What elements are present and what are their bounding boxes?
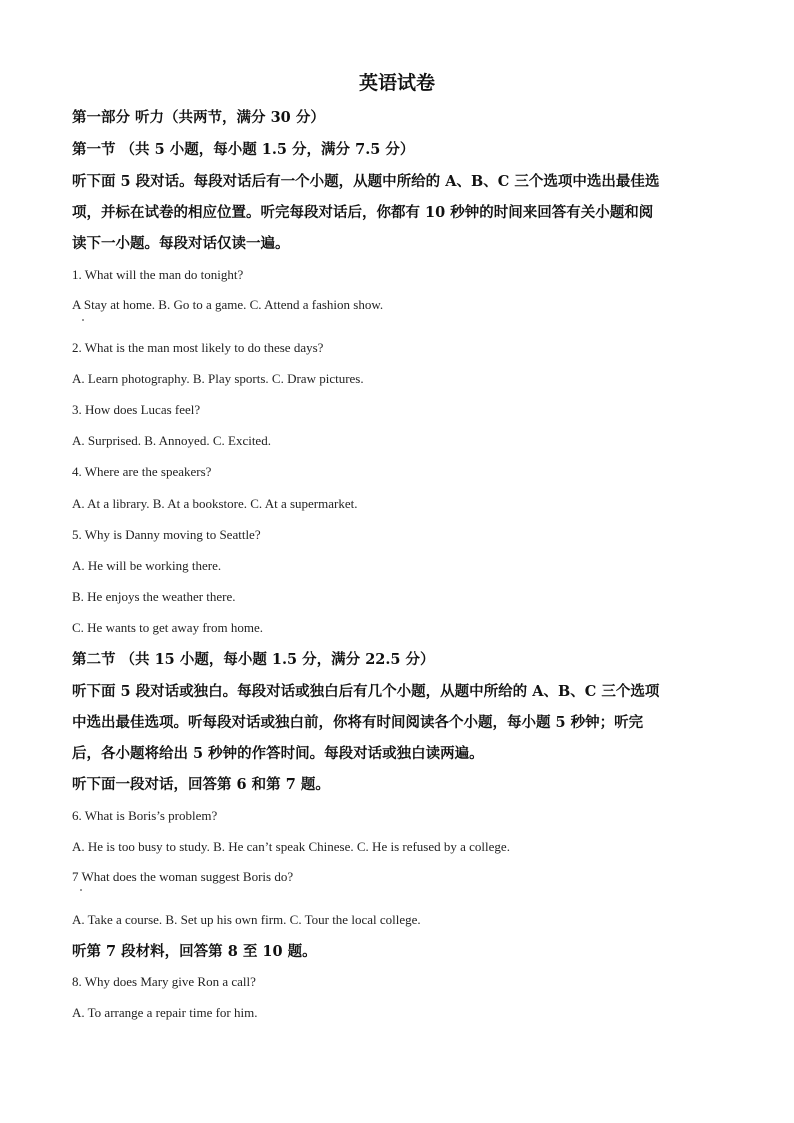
section2-instruction-line: 听下面 5 段对话或独白。每段对话或独白后有几个小题，从题中所给的 A、B、C 三个选项 xyxy=(72,683,660,700)
question-2: 2. What is the man most likely to do these days? xyxy=(72,340,324,355)
question-8: 8. Why does Mary give Ron a call? xyxy=(72,974,256,989)
question-3-options: A. Surprised. B. Annoyed. C. Excited. xyxy=(72,433,271,448)
punctuation-dot xyxy=(80,889,82,891)
part1-heading: 第一部分 听力（共两节，满分 30 分） xyxy=(72,109,325,126)
section2-heading: 第二节 （共 15 小题，每小题 1.5 分，满分 22.5 分） xyxy=(72,651,435,668)
section1-instruction-line: 读下一小题。每段对话仅读一遍。 xyxy=(72,235,290,252)
question-7: 7 What does the woman suggest Boris do? xyxy=(72,869,294,884)
question-1-options: A Stay at home. B. Go to a game. C. Attend a fashion show. xyxy=(72,297,384,312)
section2-instruction-line: 中选出最佳选项。听每段对话或独白前，你将有时间阅读各个小题，每小题 5 秒钟；听完 xyxy=(72,714,644,731)
punctuation-dot xyxy=(82,319,84,321)
question-5-option-a: A. He will be working there. xyxy=(72,558,222,573)
question-4: 4. Where are the speakers? xyxy=(72,464,212,479)
question-1: 1. What will the man do tonight? xyxy=(72,267,244,282)
question-7-options: A. Take a course. B. Set up his own firm. C. Tour the local college. xyxy=(72,912,421,927)
page-title: 英语试卷 xyxy=(358,72,435,94)
question-6: 6. What is Boris’s problem? xyxy=(72,808,218,823)
section1-instruction-line: 听下面 5 段对话。每段对话后有一个小题，从题中所给的 A、B、C 三个选项中选出最佳选 xyxy=(72,173,660,190)
question-5-option-b: B. He enjoys the weather there. xyxy=(72,589,236,604)
question-5: 5. Why is Danny moving to Seattle? xyxy=(72,527,261,542)
section1-heading: 第一节 （共 5 小题，每小题 1.5 分，满分 7.5 分） xyxy=(72,141,415,158)
question-4-options: A. At a library. B. At a bookstore. C. At a supermarket. xyxy=(72,496,358,511)
question-3: 3. How does Lucas feel? xyxy=(72,402,201,417)
dialog6-heading: 听下面一段对话，回答第 6 和第 7 题。 xyxy=(72,776,330,793)
section1-instruction-line: 项，并标在试卷的相应位置。听完每段对话后，你都有 10 秒钟的时间来回答有关小题和阅 xyxy=(72,204,654,221)
question-5-option-c: C. He wants to get away from home. xyxy=(72,620,263,635)
question-2-options: A. Learn photography. B. Play sports. C. Draw pictures. xyxy=(72,371,364,386)
section2-instruction-line: 后，各小题将给出 5 秒钟的作答时间。每段对话或独白读两遍。 xyxy=(72,745,484,762)
dialog7-heading: 听第 7 段材料，回答第 8 至 10 题。 xyxy=(72,943,317,960)
question-8-option-a: A. To arrange a repair time for him. xyxy=(72,1005,258,1020)
question-6-options: A. He is too busy to study. B. He can’t speak Chinese. C. He is refused by a college. xyxy=(72,839,510,854)
